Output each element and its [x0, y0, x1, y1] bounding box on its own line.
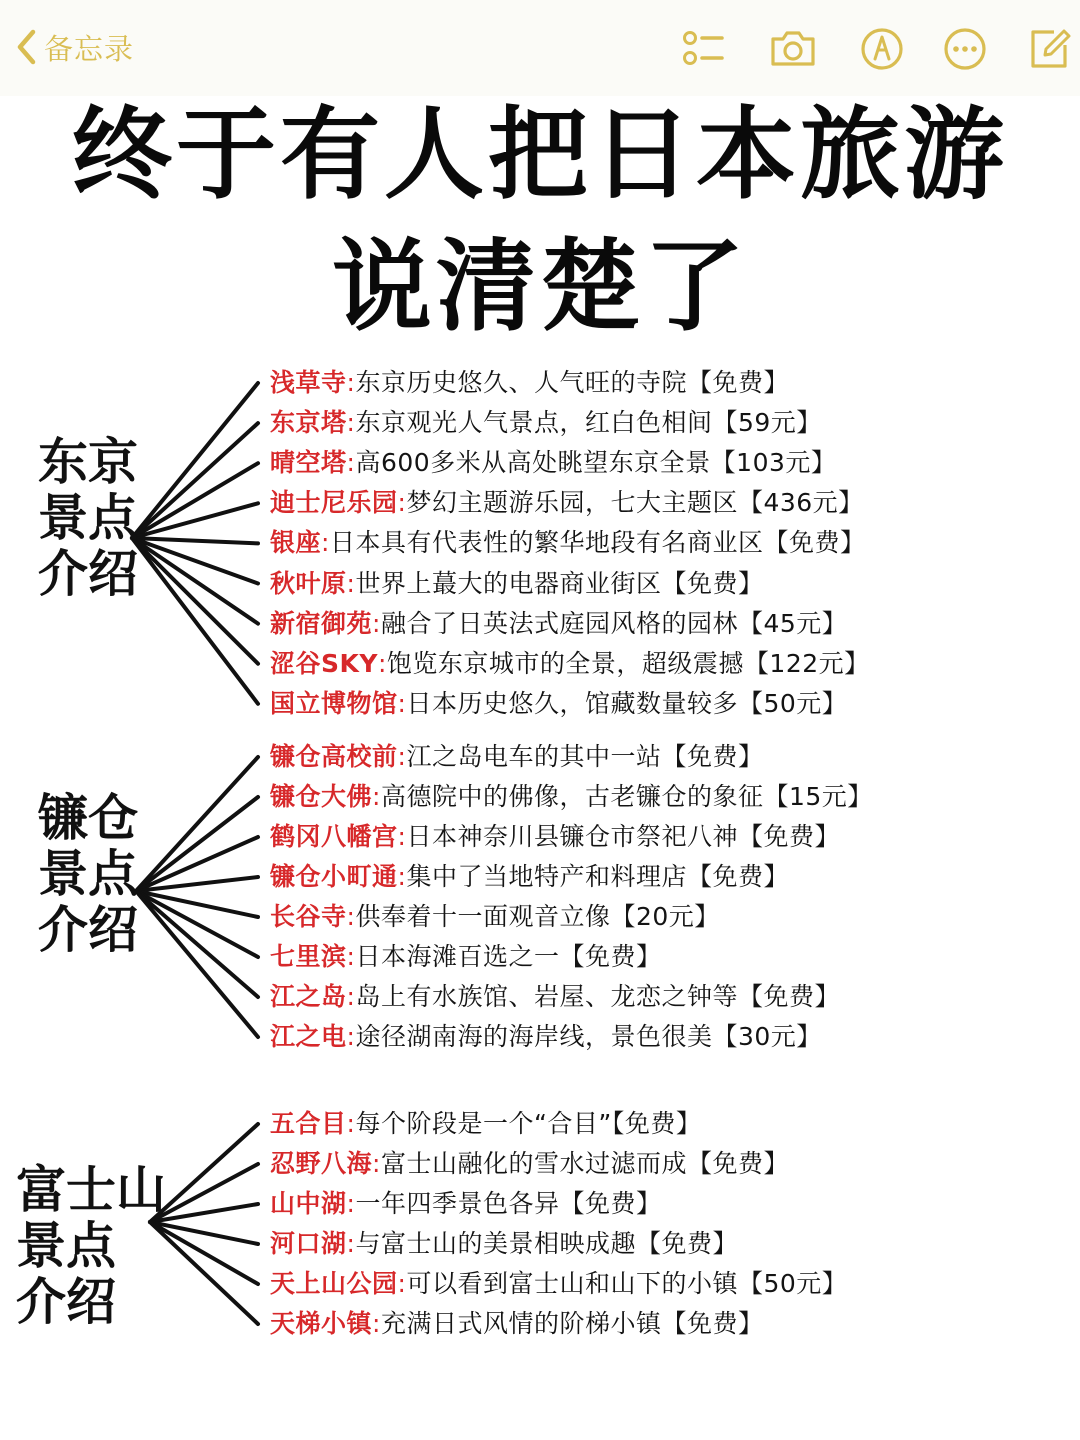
attraction-separator: :: [346, 408, 356, 438]
attraction-separator: :: [372, 1309, 381, 1338]
attraction-item: [270, 1107, 701, 1141]
attraction-name: 镰仓高校前: [270, 742, 398, 771]
attraction-description: 江之岛电车的其中一站【免费】: [406, 742, 764, 771]
attraction-item: [270, 366, 789, 400]
attraction-item: [270, 820, 840, 854]
attraction-item: [270, 1147, 789, 1181]
attraction-description: 东京观光人气景点，红白色相间【59元】: [355, 408, 822, 438]
attraction-description: 梦幻主题游乐园，七大主题区【436元】: [406, 488, 864, 518]
attraction-description: 充满日式风情的阶梯小镇【免费】: [380, 1309, 764, 1338]
attraction-name: 忍野八海: [270, 1149, 373, 1178]
attraction-item: [270, 1267, 847, 1301]
attraction-description: 可以看到富士山和山下的小镇【50元】: [406, 1269, 848, 1298]
attraction-item: [270, 940, 661, 974]
attraction-description: 供奉着十一面观音立像【20元】: [355, 902, 720, 931]
attraction-separator: :: [372, 782, 381, 811]
attraction-name: 银座: [270, 528, 322, 558]
attraction-separator: :: [346, 942, 356, 971]
attraction-item: [270, 1187, 661, 1221]
attraction-description: 饱览东京城市的全景，超级震撼【122元】: [386, 648, 870, 678]
group-label-kamakura: 镰仓 景点 介绍: [38, 789, 138, 959]
attraction-name: 国立博物馆: [270, 688, 398, 718]
connector-line: [136, 891, 258, 957]
attraction-separator: :: [397, 822, 407, 851]
attraction-item: [270, 780, 873, 814]
attraction-description: 日本海滩百选之一【免费】: [355, 942, 662, 971]
attraction-name: 新宿御苑: [270, 608, 373, 638]
connector-line: [132, 383, 258, 538]
attraction-name: 浅草寺: [270, 368, 347, 397]
connector-line: [136, 891, 258, 997]
attraction-item: [270, 1020, 822, 1054]
attraction-separator: :: [346, 982, 356, 1011]
page-title-line-1: 终于有人把日本旅游: [72, 96, 1008, 213]
attraction-name: 山中湖: [270, 1189, 347, 1218]
attraction-description: 与富士山的美景相映成趣【免费】: [355, 1229, 738, 1258]
attraction-description: 每个阶段是一个“合目”【免费】: [355, 1109, 702, 1138]
connector-line: [132, 538, 258, 543]
attraction-description: 日本神奈川县镰仓市祭祀八神【免费】: [406, 822, 840, 851]
attraction-item: [270, 526, 865, 560]
attraction-separator: :: [372, 1149, 381, 1178]
attraction-description: 高600多米从高处眺望东京全景【103元】: [355, 448, 837, 478]
attraction-description: 日本历史悠久，馆藏数量较多【50元】: [406, 688, 848, 718]
attraction-item: [270, 900, 720, 934]
attraction-description: 一年四季景色各异【免费】: [355, 1189, 662, 1218]
attraction-item: [270, 406, 822, 440]
attraction-description: 世界上蕞大的电器商业街区【免费】: [355, 568, 764, 598]
attraction-separator: :: [346, 902, 356, 931]
attraction-name: 镰仓大佛: [270, 782, 373, 811]
connector-line: [132, 463, 258, 538]
attraction-description: 途径湖南海的海岸线，景色很美【30元】: [355, 1022, 822, 1051]
attraction-name: 秋叶原: [270, 568, 347, 598]
attraction-item: [270, 446, 836, 480]
attraction-description: 高德院中的佛像，古老镰仓的象征【15元】: [380, 782, 873, 811]
attraction-description: 集中了当地特产和料理店【免费】: [406, 862, 789, 891]
attraction-name: 天梯小镇: [270, 1309, 373, 1338]
connector-line: [132, 538, 258, 624]
attraction-separator: :: [397, 1269, 407, 1298]
attraction-description: 融合了日英法式庭园风格的园林【45元】: [380, 608, 848, 638]
attraction-item: [270, 860, 789, 894]
back-label[interactable]: 备忘录: [44, 31, 135, 66]
connector-line: [136, 757, 258, 891]
attraction-item: [270, 740, 763, 774]
attraction-name: 镰仓小町通: [270, 862, 398, 891]
attraction-item: [270, 486, 864, 520]
connector-line: [132, 538, 258, 664]
page-title-line-2: 说清楚了: [332, 228, 748, 345]
attraction-separator: :: [321, 528, 330, 558]
attraction-item: [270, 687, 847, 721]
attraction-name: 迪士尼乐园: [270, 488, 398, 518]
attraction-separator: :: [346, 368, 356, 397]
attraction-name: 江之电: [270, 1022, 347, 1051]
attraction-name: 五合目: [270, 1109, 347, 1138]
attraction-item: [270, 607, 847, 641]
attraction-name: 晴空塔: [270, 448, 347, 478]
attraction-item: [270, 1307, 763, 1341]
attraction-description: 东京历史悠久、人气旺的寺院【免费】: [355, 368, 789, 397]
attraction-name: 江之岛: [270, 982, 347, 1011]
attraction-item: [270, 1227, 738, 1261]
attraction-name: 天上山公园: [270, 1269, 398, 1298]
attraction-description: 日本具有代表性的繁华地段有名商业区【免费】: [329, 528, 866, 558]
attraction-item: [270, 980, 840, 1014]
group-label-fuji: 富士山 景点 介绍: [16, 1161, 166, 1331]
attraction-name: 鹤冈八幡宫: [270, 822, 398, 851]
attraction-description: 岛上有水族馆、岩屋、龙恋之钟等【免费】: [355, 982, 840, 1011]
attraction-name: 长谷寺: [270, 902, 347, 931]
attraction-separator: :: [372, 608, 381, 638]
attraction-separator: :: [346, 1189, 356, 1218]
attraction-item: [270, 647, 870, 681]
attraction-name: 七里滨: [270, 942, 347, 971]
attraction-separator: :: [397, 488, 407, 518]
attraction-separator: :: [346, 1022, 356, 1051]
attraction-separator: :: [346, 1109, 356, 1138]
attraction-separator: :: [346, 568, 356, 598]
group-label-tokyo: 东京 景点 介绍: [38, 433, 138, 603]
attraction-name: 河口湖: [270, 1229, 347, 1258]
attraction-separator: :: [397, 742, 407, 771]
attraction-separator: :: [397, 688, 407, 718]
attraction-separator: :: [377, 648, 387, 678]
attraction-name: 东京塔: [270, 408, 347, 438]
attraction-item: [270, 567, 763, 601]
attraction-separator: :: [397, 862, 407, 891]
attraction-name: 涩谷SKY: [270, 648, 378, 678]
attraction-separator: :: [346, 448, 356, 478]
attraction-separator: :: [346, 1229, 356, 1258]
attraction-description: 富士山融化的雪水过滤而成【免费】: [380, 1149, 789, 1178]
